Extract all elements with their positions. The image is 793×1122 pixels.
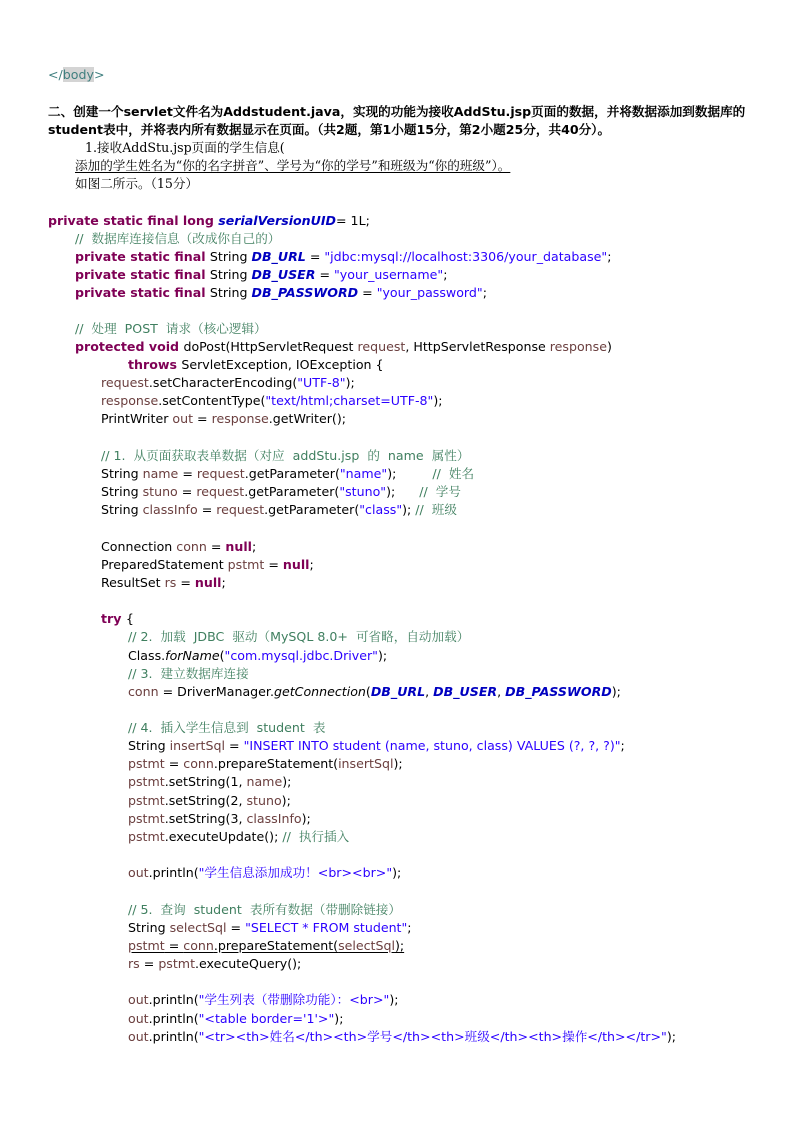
code-token: // 2. 加载 JDBC 驱动（MySQL 8.0+ 可省略，自动加载） xyxy=(128,629,470,644)
code-token: String xyxy=(209,249,252,264)
code-token: out xyxy=(128,1011,149,1026)
code-token: ); xyxy=(281,793,291,808)
code-token: rs xyxy=(164,575,177,590)
code-token: "stuno" xyxy=(339,484,387,499)
code-token: ; xyxy=(309,557,314,572)
code-token: // 姓名 xyxy=(432,466,475,481)
code-token: "your_password" xyxy=(376,285,483,300)
code-line xyxy=(128,828,349,846)
code-token: classInfo xyxy=(142,502,198,517)
code-line xyxy=(75,284,487,302)
code-token: ; xyxy=(443,267,448,282)
code-token: String xyxy=(128,920,170,935)
code-token: ); xyxy=(433,393,443,408)
code-token: pstmt xyxy=(128,756,165,771)
code-line xyxy=(101,483,461,501)
code-token: .executeUpdate(); xyxy=(164,829,283,844)
code-token: null xyxy=(194,575,222,590)
code-token: .setCharacterEncoding( xyxy=(148,375,298,390)
code-token: "学生列表（带删除功能）：<br>" xyxy=(198,992,390,1007)
code-token: pstmt xyxy=(128,938,165,953)
code-token: private static final xyxy=(75,267,210,282)
code-token: private static final xyxy=(75,249,210,264)
code-line xyxy=(128,901,401,919)
code-token: pstmt xyxy=(158,956,196,971)
code-token: PrintWriter xyxy=(101,411,173,426)
code-token: = xyxy=(358,285,377,300)
code-token: { xyxy=(125,611,134,626)
code-line xyxy=(128,773,291,791)
code-token: conn xyxy=(176,539,207,554)
code-token: "学生信息添加成功！<br><br>" xyxy=(198,865,393,880)
code-token: .println( xyxy=(148,992,199,1007)
question-heading: 二、创建一个servlet文件名为Addstudent.java，实现的功能为接收AddStu.jsp页面的数据，并将数据添加到数据库的student表中，并将表内所有数据显示在页面。（共2题，第1小题15分，第2小题25分，共40分）。 xyxy=(48,104,746,137)
code-token: private static final long xyxy=(48,213,219,228)
code-token: selectSql xyxy=(338,938,395,953)
code-token: request xyxy=(101,375,149,390)
code-token: request xyxy=(216,502,265,517)
code-token: .setContentType( xyxy=(158,393,266,408)
code-line xyxy=(128,792,291,810)
code-token: DB_USER xyxy=(251,267,316,282)
code-token: ( xyxy=(365,684,371,699)
body-tag-name: body xyxy=(62,67,94,82)
code-token: , xyxy=(425,684,434,699)
code-token: = xyxy=(206,539,226,554)
code-token: name xyxy=(246,774,283,789)
code-token: .setString(3, xyxy=(164,811,247,826)
code-token: "UTF-8" xyxy=(297,375,346,390)
code-line xyxy=(101,610,134,628)
code-token: = xyxy=(164,938,184,953)
code-line xyxy=(101,465,474,483)
code-token: = xyxy=(176,575,195,590)
code-line xyxy=(128,1010,343,1028)
code-token: null xyxy=(225,539,252,554)
code-token: String xyxy=(128,738,170,753)
code-token: response xyxy=(101,393,159,408)
code-token: getConnection xyxy=(273,684,366,699)
code-token: ServletException, IOException { xyxy=(181,357,384,372)
code-line xyxy=(48,212,370,230)
code-token: // 执行插入 xyxy=(282,829,350,844)
code-token: protected void xyxy=(75,339,184,354)
code-token: .executeQuery(); xyxy=(195,956,302,971)
code-token: request xyxy=(196,466,245,481)
code-token: DB_USER xyxy=(433,684,498,699)
code-line xyxy=(101,374,355,392)
code-token: = xyxy=(164,756,184,771)
code-token: String xyxy=(101,484,143,499)
code-token: DB_PASSWORD xyxy=(505,684,612,699)
code-token: = xyxy=(226,920,246,935)
code-token: "INSERT INTO student (name, stuno, class) VALUES (?, ?, ?)" xyxy=(243,738,621,753)
code-line xyxy=(128,991,398,1009)
code-token: DB_PASSWORD xyxy=(251,285,359,300)
code-line xyxy=(101,447,469,465)
code-token: doPost(HttpServletRequest xyxy=(183,339,358,354)
code-token: .getWriter(); xyxy=(268,411,346,426)
code-token: ); xyxy=(666,1029,676,1044)
code-token: .getParameter( xyxy=(264,502,360,517)
code-token: "com.mysql.jdbc.Driver" xyxy=(224,648,378,663)
code-line xyxy=(128,955,301,973)
code-token: ; xyxy=(607,249,612,264)
code-token: ); xyxy=(392,865,402,880)
code-token: = xyxy=(177,484,197,499)
code-token: .println( xyxy=(148,865,199,880)
code-token: ; xyxy=(252,539,257,554)
code-line xyxy=(75,230,280,248)
code-token: rs xyxy=(128,956,140,971)
code-token: out xyxy=(128,992,149,1007)
code-line xyxy=(128,864,401,882)
code-token: // 1. 从页面获取表单数据（对应 addStu.jsp 的 name 属性） xyxy=(101,448,470,463)
code-token: ); xyxy=(611,684,621,699)
code-token: conn xyxy=(183,756,214,771)
code-line xyxy=(128,810,311,828)
body-close-tag: </body> xyxy=(48,67,105,82)
code-token: pstmt xyxy=(128,774,165,789)
code-token: ( xyxy=(219,648,225,663)
code-token: PreparedStatement xyxy=(101,557,228,572)
code-token: ); xyxy=(377,648,388,663)
code-token: .println( xyxy=(148,1011,199,1026)
code-token: ); xyxy=(389,992,399,1007)
code-token: .prepareStatement( xyxy=(213,938,339,953)
code-line-underlined xyxy=(128,938,404,953)
code-token: ); xyxy=(402,502,416,517)
q1-line2-text: 添加的学生姓名为“你的名字拼音”、学号为“你的学号”和班级为“你的班级”）。 xyxy=(75,158,511,173)
code-token: "jdbc:mysql://localhost:3306/your_database" xyxy=(324,249,608,264)
code-line xyxy=(101,392,443,410)
code-line xyxy=(128,737,625,755)
code-token: = DriverManager. xyxy=(158,684,274,699)
code-token: conn xyxy=(183,938,214,953)
code-token: stuno xyxy=(142,484,178,499)
code-token: name xyxy=(142,466,179,481)
code-token: DB_URL xyxy=(370,684,426,699)
code-token: ; xyxy=(407,920,412,935)
code-token: private static final xyxy=(75,285,210,300)
code-token: ); xyxy=(394,938,405,953)
code-token: classInfo xyxy=(246,811,302,826)
code-token: request xyxy=(196,484,245,499)
code-token: String xyxy=(209,267,252,282)
code-token: "your_username" xyxy=(334,267,444,282)
code-line xyxy=(128,628,469,646)
q1-line1: 1.接收AddStu.jsp页面的学生信息( xyxy=(85,140,285,155)
code-token: // 班级 xyxy=(415,502,457,517)
code-token: // 数据库连接信息（改成你自己的） xyxy=(75,231,281,246)
code-token: .getParameter( xyxy=(244,484,340,499)
code-line xyxy=(101,410,346,428)
code-token: , HttpServletResponse xyxy=(405,339,550,354)
code-token: = xyxy=(315,267,335,282)
code-token: .println( xyxy=(148,1029,199,1044)
code-token: conn xyxy=(128,684,159,699)
code-token: Connection xyxy=(101,539,177,554)
code-token: // 4. 插入学生信息到 student 表 xyxy=(128,720,326,735)
code-token: response xyxy=(549,339,607,354)
code-token: serialVersionUID xyxy=(218,213,336,228)
code-token: "name" xyxy=(339,466,388,481)
code-token: .setString(1, xyxy=(164,774,247,789)
code-token: String xyxy=(209,285,252,300)
code-line xyxy=(128,356,384,374)
code-line xyxy=(128,683,621,701)
code-token: out xyxy=(128,865,149,880)
code-token: // 处理 POST 请求（核心逻辑） xyxy=(75,321,267,336)
code-token: "<tr><th>姓名</th><th>学号</th><th>班级</th><th>操作</th></tr>" xyxy=(198,1029,667,1044)
code-token: ; xyxy=(620,738,625,753)
code-token: ; xyxy=(482,285,487,300)
code-token: Class. xyxy=(128,648,166,663)
code-token: = 1L; xyxy=(336,213,370,228)
code-token: ); xyxy=(393,756,403,771)
code-token: ); xyxy=(334,1011,344,1026)
code-token: = xyxy=(139,956,159,971)
code-token: "<table border='1'>" xyxy=(198,1011,335,1026)
code-token: String xyxy=(101,466,143,481)
code-token: pstmt xyxy=(128,829,165,844)
code-token: stuno xyxy=(246,793,282,808)
code-line xyxy=(75,248,611,266)
code-line xyxy=(128,755,403,773)
code-token: = xyxy=(305,249,325,264)
code-token: ); xyxy=(282,774,292,789)
code-line xyxy=(101,538,256,556)
code-token: ); xyxy=(345,375,355,390)
q1-line2 xyxy=(75,157,510,175)
code-line xyxy=(101,574,226,592)
code-token: ResultSet xyxy=(101,575,165,590)
code-token: , xyxy=(497,684,506,699)
code-line xyxy=(75,320,267,338)
code-token: String xyxy=(101,502,143,517)
code-token: ); xyxy=(386,484,420,499)
code-token: ; xyxy=(221,575,226,590)
code-token: = xyxy=(264,557,283,572)
code-token: .setString(2, xyxy=(164,793,247,808)
code-token: pstmt xyxy=(128,793,165,808)
code-line xyxy=(101,556,314,574)
code-token: insertSql xyxy=(338,756,394,771)
code-token: "class" xyxy=(359,502,403,517)
code-line xyxy=(128,647,387,665)
code-token: response xyxy=(211,411,269,426)
code-line xyxy=(128,937,404,955)
code-line xyxy=(128,719,325,737)
code-token: throws xyxy=(128,357,182,372)
code-token: = xyxy=(193,411,212,426)
code-line xyxy=(128,665,249,683)
code-token: try xyxy=(101,611,126,626)
code-token: selectSql xyxy=(169,920,227,935)
code-token: forName xyxy=(165,648,220,663)
code-line xyxy=(75,338,612,356)
code-line xyxy=(75,266,447,284)
code-token: ) xyxy=(606,339,612,354)
code-token: .prepareStatement( xyxy=(213,756,339,771)
code-token: // 3. 建立数据库连接 xyxy=(128,666,249,681)
code-token: = xyxy=(225,738,244,753)
code-token: // 5. 查询 student 表所有数据（带删除链接） xyxy=(128,902,401,917)
q1-line3: 如图二所示。（15分） xyxy=(75,176,199,191)
code-token: ); xyxy=(387,466,433,481)
code-token: "text/html;charset=UTF-8" xyxy=(265,393,434,408)
code-line xyxy=(101,501,457,519)
code-token: // 学号 xyxy=(419,484,461,499)
code-token: = xyxy=(178,466,197,481)
code-token: null xyxy=(282,557,310,572)
code-token: request xyxy=(357,339,406,354)
code-token: "SELECT * FROM student" xyxy=(245,920,408,935)
code-token: ); xyxy=(301,811,311,826)
code-token: .getParameter( xyxy=(244,466,340,481)
code-line xyxy=(128,919,412,937)
code-token: insertSql xyxy=(169,738,225,753)
code-token: = xyxy=(197,502,217,517)
code-token: pstmt xyxy=(128,811,165,826)
code-line xyxy=(128,1028,676,1046)
code-token: pstmt xyxy=(227,557,265,572)
code-token: out xyxy=(128,1029,149,1044)
code-token: DB_URL xyxy=(251,249,306,264)
code-token: out xyxy=(172,411,194,426)
